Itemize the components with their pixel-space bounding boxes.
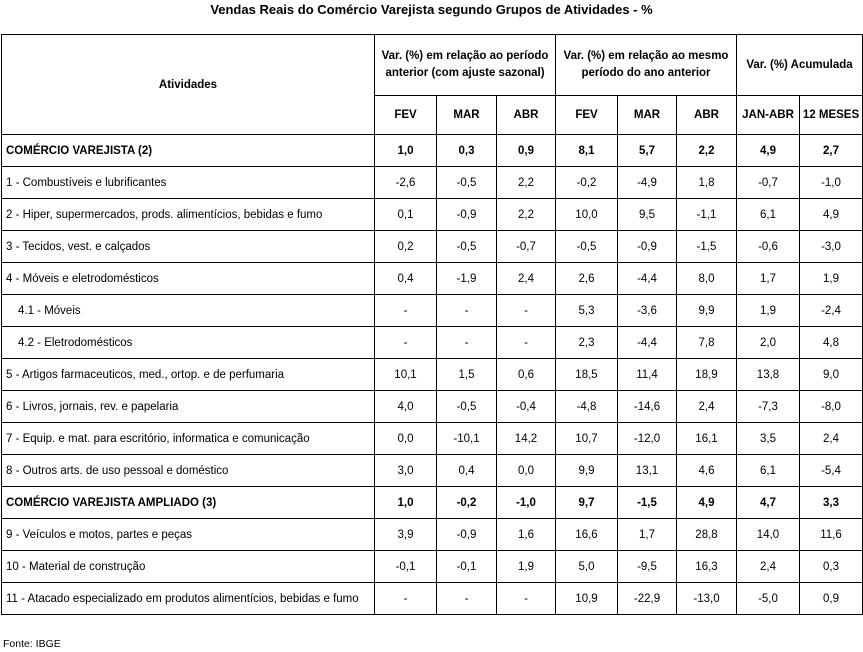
value-cell: 1,9	[497, 551, 556, 583]
value-cell: 3,3	[800, 487, 863, 519]
value-cell: -14,6	[618, 391, 677, 423]
value-cell: -	[375, 327, 437, 359]
value-cell: -0,9	[437, 519, 497, 551]
value-cell: -2,4	[800, 295, 863, 327]
value-cell: 4,7	[737, 487, 800, 519]
value-cell: 2,4	[800, 423, 863, 455]
value-cell: 5,3	[556, 295, 618, 327]
table-row	[2, 231, 863, 263]
activity-label: 1 - Combustíveis e lubrificantes	[2, 167, 375, 199]
value-cell: -1,0	[800, 167, 863, 199]
table-row	[2, 135, 863, 167]
activity-label: 8 - Outros arts. de uso pessoal e doméstico	[2, 455, 375, 487]
value-cell: 2,0	[737, 327, 800, 359]
value-cell: 0,3	[800, 551, 863, 583]
value-cell: -0,5	[556, 231, 618, 263]
value-cell: -8,0	[800, 391, 863, 423]
value-cell: 4,6	[677, 455, 737, 487]
value-cell: 16,1	[677, 423, 737, 455]
value-cell: -	[437, 295, 497, 327]
value-cell: -3,6	[618, 295, 677, 327]
value-cell: 16,3	[677, 551, 737, 583]
value-cell: -0,4	[497, 391, 556, 423]
value-cell: 13,1	[618, 455, 677, 487]
value-cell: 1,8	[677, 167, 737, 199]
column-header: FEV	[556, 96, 618, 135]
value-cell: 0,4	[437, 455, 497, 487]
value-cell: -1,0	[497, 487, 556, 519]
value-cell: 9,7	[556, 487, 618, 519]
column-header: ABR	[677, 96, 737, 135]
value-cell: -1,9	[437, 263, 497, 295]
value-cell: -0,2	[437, 487, 497, 519]
value-cell: 10,7	[556, 423, 618, 455]
value-cell: -5,4	[800, 455, 863, 487]
value-cell: 2,2	[677, 135, 737, 167]
table-row	[2, 295, 863, 327]
activity-label: 3 - Tecidos, vest. e calçados	[2, 231, 375, 263]
activity-label: 11 - Atacado especializado em produtos alimentícios, bebidas e fumo	[2, 583, 375, 615]
table-row	[2, 167, 863, 199]
value-cell: 4,9	[737, 135, 800, 167]
value-cell: -	[375, 583, 437, 615]
column-header: ABR	[497, 96, 556, 135]
value-cell: 18,5	[556, 359, 618, 391]
value-cell: 5,7	[618, 135, 677, 167]
value-cell: -1,5	[618, 487, 677, 519]
value-cell: 3,5	[737, 423, 800, 455]
value-cell: -	[497, 583, 556, 615]
value-cell: -0,1	[437, 551, 497, 583]
value-cell: -0,7	[737, 167, 800, 199]
table-row	[2, 327, 863, 359]
value-cell: -0,5	[437, 231, 497, 263]
value-cell: -10,1	[437, 423, 497, 455]
value-cell: 6,1	[737, 199, 800, 231]
value-cell: 10,1	[375, 359, 437, 391]
value-cell: -	[437, 327, 497, 359]
column-header: JAN-ABR	[737, 96, 800, 135]
value-cell: 9,9	[556, 455, 618, 487]
value-cell: 1,7	[618, 519, 677, 551]
activity-label: 10 - Material de construção	[2, 551, 375, 583]
table-body	[2, 135, 863, 615]
value-cell: 1,6	[497, 519, 556, 551]
activity-label: 5 - Artigos farmaceuticos, med., ortop. e de perfumaria	[2, 359, 375, 391]
table-row	[2, 583, 863, 615]
value-cell: -	[497, 295, 556, 327]
value-cell: 0,0	[375, 423, 437, 455]
value-cell: 1,9	[737, 295, 800, 327]
value-cell: 2,3	[556, 327, 618, 359]
value-cell: 28,8	[677, 519, 737, 551]
value-cell: 9,0	[800, 359, 863, 391]
value-cell: 0,0	[497, 455, 556, 487]
value-cell: 11,6	[800, 519, 863, 551]
value-cell: 16,6	[556, 519, 618, 551]
value-cell: 10,9	[556, 583, 618, 615]
value-cell: -3,0	[800, 231, 863, 263]
atividades-header: Atividades	[2, 35, 375, 135]
activity-label: COMÉRCIO VAREJISTA AMPLIADO (3)	[2, 487, 375, 519]
value-cell: -0,9	[437, 199, 497, 231]
value-cell: 0,9	[800, 583, 863, 615]
value-cell: 4,0	[375, 391, 437, 423]
value-cell: 2,7	[800, 135, 863, 167]
value-cell: -0,9	[618, 231, 677, 263]
value-cell: -2,6	[375, 167, 437, 199]
table-row	[2, 359, 863, 391]
value-cell: 1,7	[737, 263, 800, 295]
table-title: Vendas Reais do Comércio Varejista segundo Grupos de Atividades - %	[210, 2, 653, 17]
column-header: MAR	[618, 96, 677, 135]
value-cell: 7,8	[677, 327, 737, 359]
value-cell: 13,8	[737, 359, 800, 391]
value-cell: -13,0	[677, 583, 737, 615]
value-cell: -4,8	[556, 391, 618, 423]
value-cell: -4,9	[618, 167, 677, 199]
value-cell: 1,5	[437, 359, 497, 391]
value-cell: 18,9	[677, 359, 737, 391]
column-header: 12 MESES	[800, 96, 863, 135]
value-cell: 2,4	[737, 551, 800, 583]
value-cell: -1,1	[677, 199, 737, 231]
value-cell: 1,0	[375, 135, 437, 167]
value-cell: 4,9	[677, 487, 737, 519]
value-cell: -5,0	[737, 583, 800, 615]
value-cell: 0,3	[437, 135, 497, 167]
value-cell: -0,1	[375, 551, 437, 583]
value-cell: 4,9	[800, 199, 863, 231]
value-cell: -4,4	[618, 263, 677, 295]
value-cell: -12,0	[618, 423, 677, 455]
table-row	[2, 199, 863, 231]
value-cell: 6,1	[737, 455, 800, 487]
table-row	[2, 391, 863, 423]
value-cell: -0,5	[437, 391, 497, 423]
table-row	[2, 519, 863, 551]
value-cell: 4,8	[800, 327, 863, 359]
group-header-mesmo-periodo: Var. (%) em relação ao mesmo período do ano anterior	[556, 35, 737, 96]
table-row	[2, 263, 863, 295]
value-cell: 14,0	[737, 519, 800, 551]
activity-label: 6 - Livros, jornais, rev. e papelaria	[2, 391, 375, 423]
source-note: Fonte: IBGE	[3, 638, 61, 650]
sales-table	[1, 34, 863, 615]
value-cell: 2,4	[677, 391, 737, 423]
value-cell: 3,9	[375, 519, 437, 551]
activity-label: 4 - Móveis e eletrodomésticos	[2, 263, 375, 295]
value-cell: -0,2	[556, 167, 618, 199]
value-cell: 5,0	[556, 551, 618, 583]
value-cell: 0,9	[497, 135, 556, 167]
value-cell: 2,2	[497, 167, 556, 199]
value-cell: 10,0	[556, 199, 618, 231]
column-header: MAR	[437, 96, 497, 135]
value-cell: 8,1	[556, 135, 618, 167]
activity-label: 4.1 - Móveis	[2, 295, 375, 327]
value-cell: -4,4	[618, 327, 677, 359]
value-cell: -7,3	[737, 391, 800, 423]
value-cell: -	[437, 583, 497, 615]
value-cell: -	[375, 295, 437, 327]
value-cell: -22,9	[618, 583, 677, 615]
value-cell: 8,0	[677, 263, 737, 295]
activity-label: 7 - Equip. e mat. para escritório, informatica e comunicação	[2, 423, 375, 455]
value-cell: 9,9	[677, 295, 737, 327]
value-cell: 2,4	[497, 263, 556, 295]
value-cell: 14,2	[497, 423, 556, 455]
value-cell: 1,0	[375, 487, 437, 519]
value-cell: 2,2	[497, 199, 556, 231]
column-header: FEV	[375, 96, 437, 135]
value-cell: -9,5	[618, 551, 677, 583]
value-cell: 1,9	[800, 263, 863, 295]
value-cell: 0,2	[375, 231, 437, 263]
value-cell: 2,6	[556, 263, 618, 295]
activity-label: COMÉRCIO VAREJISTA (2)	[2, 135, 375, 167]
value-cell: -0,7	[497, 231, 556, 263]
value-cell: -0,6	[737, 231, 800, 263]
activity-label: 2 - Hiper, supermercados, prods. alimentícios, bebidas e fumo	[2, 199, 375, 231]
value-cell: 11,4	[618, 359, 677, 391]
activity-label: 4.2 - Eletrodomésticos	[2, 327, 375, 359]
value-cell: 0,4	[375, 263, 437, 295]
value-cell: 0,1	[375, 199, 437, 231]
value-cell: 9,5	[618, 199, 677, 231]
value-cell: -1,5	[677, 231, 737, 263]
value-cell: 3,0	[375, 455, 437, 487]
table-row	[2, 455, 863, 487]
group-header-periodo-anterior: Var. (%) em relação ao período anterior (com ajuste sazonal)	[375, 35, 556, 96]
activity-label: 9 - Veículos e motos, partes e peças	[2, 519, 375, 551]
value-cell: -0,5	[437, 167, 497, 199]
table-row	[2, 487, 863, 519]
table-row	[2, 423, 863, 455]
value-cell: -	[497, 327, 556, 359]
group-header-acumulada: Var. (%) Acumulada	[737, 35, 863, 96]
table-row	[2, 551, 863, 583]
value-cell: 0,6	[497, 359, 556, 391]
